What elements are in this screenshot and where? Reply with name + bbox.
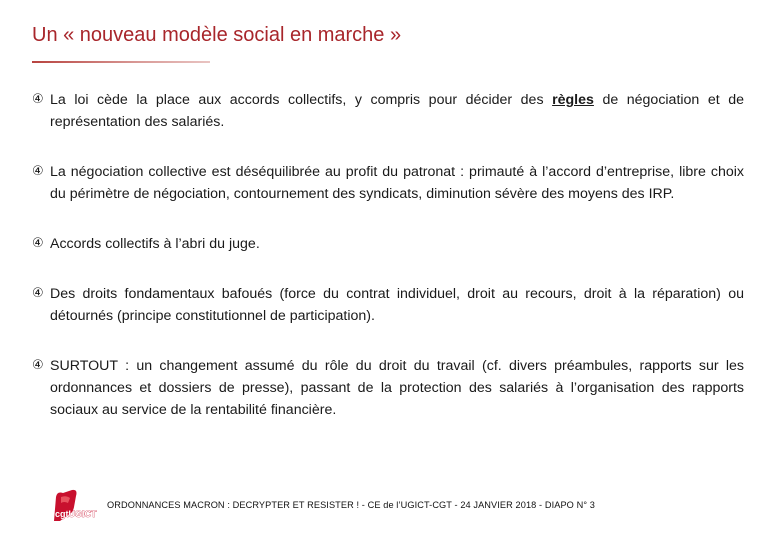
- bullet-text-prefix: La loi cède la place aux accords collectifs, y compris pour décider des: [50, 92, 553, 108]
- cgt-ugict-logo: [52, 487, 100, 523]
- logo-text: cgtUGICT: [55, 509, 97, 519]
- title-underline: [32, 61, 210, 63]
- bullet-item: [32, 161, 744, 205]
- bullet-text-suffix: de négociation et de représentation des salariés.: [50, 92, 745, 130]
- hand-pointer-icon: ④: [32, 236, 44, 251]
- footer-caption: ORDONNANCES MACRON : DECRYPTER ET RESISTER ! - CE de l’UGICT-CGT - 24 JANVIER 2018 - DIAPO N° 3: [107, 500, 595, 510]
- bullet-text: Accords collectifs à l’abri du juge.: [50, 236, 260, 252]
- bullet-keyword: règles: [552, 92, 594, 108]
- bullet-item: [32, 233, 744, 255]
- slide-footer: [52, 487, 772, 527]
- hand-pointer-icon: ④: [32, 92, 44, 107]
- bullet-item: [32, 355, 744, 421]
- bullet-text: La négociation collective est déséquilibrée au profit du patronat : primauté à l’accord d’entreprise, libre choix du périmètre de négociation, contournement des syndicats, diminution sévère des moyens des IRP.: [50, 164, 744, 202]
- slide-title: Un « nouveau modèle social en marche »: [32, 24, 402, 46]
- bullet-item: [32, 283, 744, 327]
- hand-pointer-icon: ④: [32, 358, 44, 373]
- bullet-text: Des droits fondamentaux bafoués (force du contrat individuel, droit au recours, droit à la réparation) ou détournés (principe constitutionnel de participation).: [50, 286, 744, 324]
- bullet-item: [32, 89, 744, 133]
- hand-pointer-icon: ④: [32, 286, 44, 301]
- bullet-text: SURTOUT : un changement assumé du rôle du droit du travail (cf. divers préambules, rapports sur les ordonnances et dossiers de presse), passant de la protection des salariés à l’organisation des rapports sociaux au service de la rentabilité financière.: [50, 358, 744, 418]
- hand-pointer-icon: ④: [32, 164, 44, 179]
- bullet-list: [32, 89, 744, 449]
